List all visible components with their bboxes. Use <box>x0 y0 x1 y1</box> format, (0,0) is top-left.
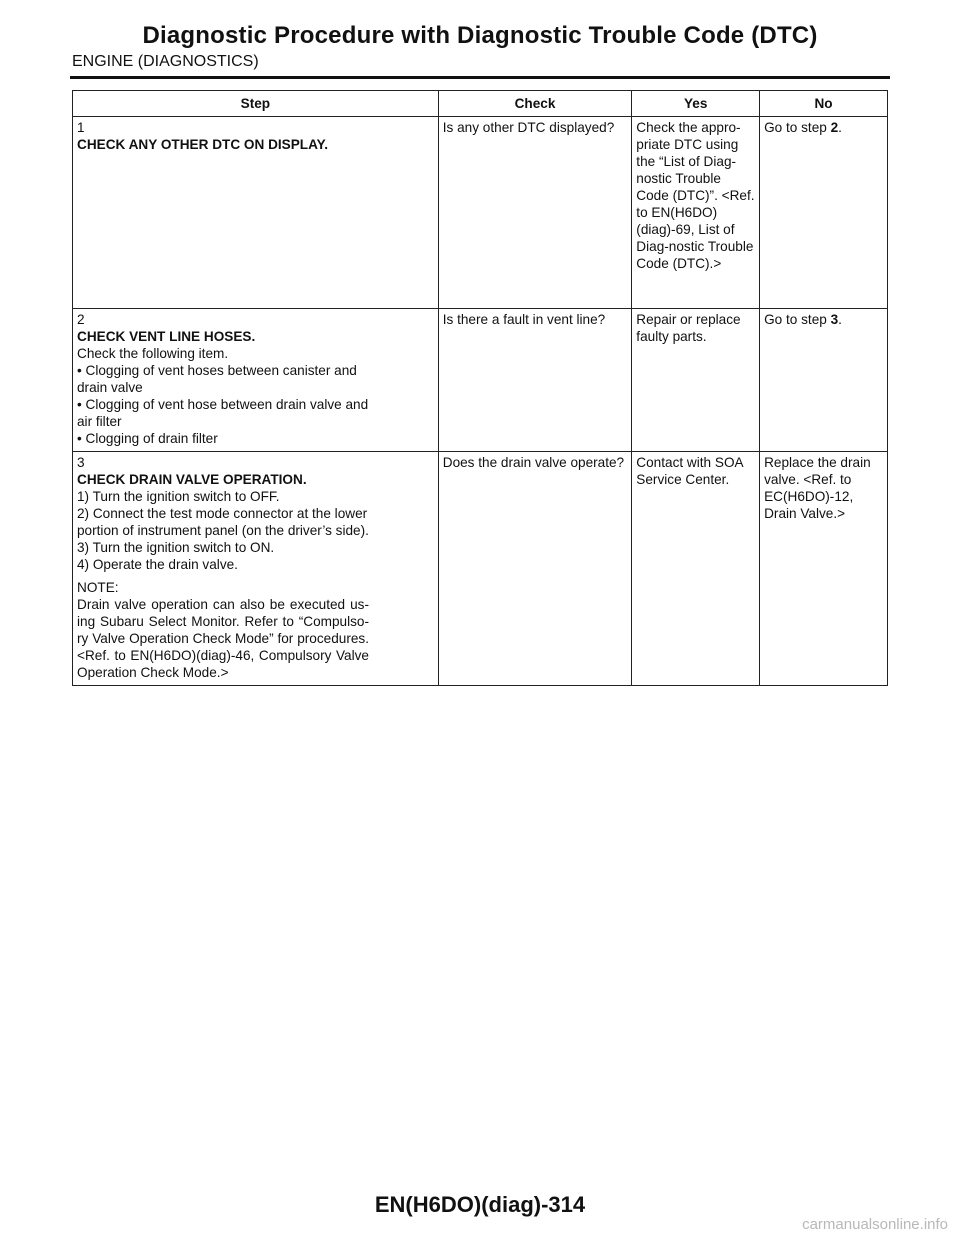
step-bullet: • Clogging of vent hoses between canister and drain valve <box>77 363 357 395</box>
step-instruction: 2) Connect the test mode connector at the lower portion of instrument panel (on the driver’s side). <box>77 506 369 538</box>
watermark: carmanualsonline.info <box>802 1216 948 1233</box>
table-header-row <box>73 91 888 117</box>
step-cell <box>73 452 439 686</box>
header-rule <box>70 76 890 79</box>
check-cell: Is there a fault in vent line? <box>438 309 632 452</box>
yes-cell: Check the appro-priate DTC using the “List of Diag-nostic Trouble Code (DTC)”. <Ref. to EN(H6DO)(diag)-69, List of Diag-nostic Trouble Code (DTC).> <box>632 117 760 309</box>
no-cell <box>760 117 888 309</box>
no-step-ref: 2 <box>830 120 839 135</box>
column-header-check: Check <box>438 91 632 117</box>
note-text: Drain valve operation can also be executed us-ing Subaru Select Monitor. Refer to “Compulso-ry Valve Operation Check Mode” for procedures. <Ref. to EN(H6DO)(diag)-46, Compulsory Valve Operation Check Mode.> <box>77 597 369 680</box>
step-number: 1 <box>77 120 85 135</box>
procedure-table <box>72 90 888 686</box>
no-text-suffix: . <box>838 120 842 135</box>
no-text-prefix: Go to step <box>764 120 831 135</box>
step-bullet: • Clogging of vent hose between drain valve and air filter <box>77 397 369 429</box>
no-step-ref: 3 <box>830 312 839 327</box>
step-number: 3 <box>77 455 85 470</box>
check-cell: Is any other DTC displayed? <box>438 117 632 309</box>
step-instruction: 3) Turn the ignition switch to ON. <box>77 540 275 555</box>
table-row <box>73 452 888 686</box>
column-header-yes: Yes <box>632 91 760 117</box>
no-text-suffix: . <box>838 312 842 327</box>
step-instruction: 1) Turn the ignition switch to OFF. <box>77 489 280 504</box>
page-title: Diagnostic Procedure with Diagnostic Trouble Code (DTC) <box>142 22 818 49</box>
yes-cell: Repair or replace faulty parts. <box>632 309 760 452</box>
no-cell: Replace the drain valve. <Ref. to EC(H6DO)-12, Drain Valve.> <box>760 452 888 686</box>
step-instruction: 4) Operate the drain valve. <box>77 557 238 572</box>
page-number: EN(H6DO)(diag)-314 <box>374 1192 586 1217</box>
column-header-step: Step <box>73 91 439 117</box>
step-cell <box>73 117 439 309</box>
step-bullet: • Clogging of drain filter <box>77 431 218 446</box>
step-title: CHECK VENT LINE HOSES. <box>77 329 256 344</box>
step-number: 2 <box>77 312 85 327</box>
no-cell <box>760 309 888 452</box>
check-cell: Does the drain valve operate? <box>438 452 632 686</box>
step-instruction: Check the following item. <box>77 346 229 361</box>
step-cell <box>73 309 439 452</box>
no-text-prefix: Go to step <box>764 312 831 327</box>
yes-cell: Contact with SOA Service Center. <box>632 452 760 686</box>
section-title: ENGINE (DIAGNOSTICS) <box>72 53 259 70</box>
table-row <box>73 117 888 309</box>
column-header-no: No <box>760 91 888 117</box>
table-row <box>73 309 888 452</box>
step-title: CHECK DRAIN VALVE OPERATION. <box>77 472 307 487</box>
step-title: CHECK ANY OTHER DTC ON DISPLAY. <box>77 137 329 152</box>
note-label: NOTE: <box>77 580 119 595</box>
